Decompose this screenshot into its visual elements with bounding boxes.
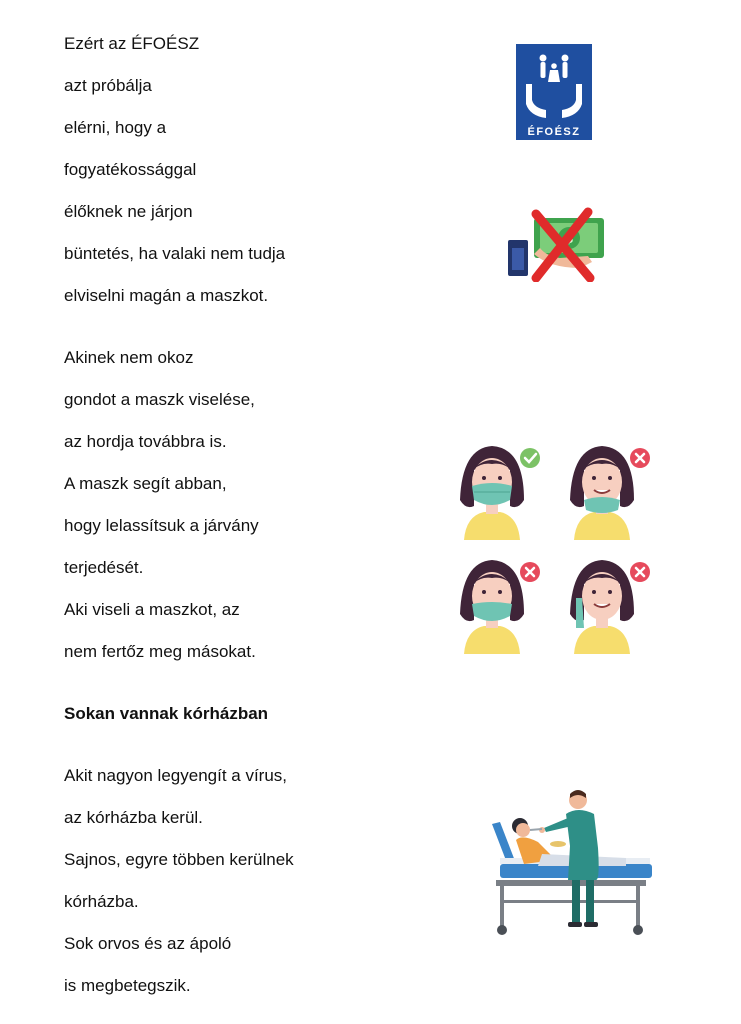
efoesz-logo — [516, 44, 592, 140]
text-line: azt próbálja — [64, 76, 152, 95]
cross-icon — [630, 448, 650, 468]
text-line: Aki viseli a maszkot, az — [64, 600, 240, 619]
text-line: az kórházba kerül. — [64, 808, 203, 827]
text-line: elviselni magán a maszkot. — [64, 286, 269, 305]
text-line: büntetés, ha valaki nem tudja — [64, 244, 286, 263]
mask-faces-illustration — [454, 438, 664, 658]
text-line: Sok orvos és az ápoló — [64, 934, 232, 953]
text-line: élőknek ne járjon — [64, 202, 193, 221]
text-line: A maszk segít abban, — [64, 474, 227, 493]
text-line: Ezért az ÉFOÉSZ — [64, 34, 200, 53]
cross-icon — [520, 562, 540, 582]
text-line: az hordja továbbra is. — [64, 432, 227, 451]
text-line: kórházba. — [64, 892, 139, 911]
text-line: Sajnos, egyre többen kerülnek — [64, 850, 294, 869]
text-line: is megbetegszik. — [64, 976, 191, 995]
face-mask-below-nose — [460, 560, 524, 654]
no-fine-icon — [500, 196, 616, 282]
text-line: Akinek nem okoz — [64, 348, 194, 367]
check-icon — [520, 448, 540, 468]
section-heading: Sokan vannak kórházban — [64, 704, 269, 723]
cross-icon — [630, 562, 650, 582]
efoesz-logo-graphic — [516, 44, 592, 140]
face-mask-correct — [460, 446, 524, 540]
face-mask-on-chin — [570, 446, 634, 540]
text-line: terjedését. — [64, 558, 144, 577]
text-line: hogy lelassítsuk a járvány — [64, 516, 259, 535]
hospital-illustration — [486, 784, 658, 940]
text-line: nem fertőz meg másokat. — [64, 642, 256, 661]
text-line: elérni, hogy a — [64, 118, 167, 137]
fine-crossed-illustration — [500, 196, 616, 282]
mask-wearing-grid — [454, 438, 664, 658]
nurse-patient-illustration — [486, 784, 658, 940]
logo-text: ÉFOÉSZ — [527, 126, 581, 138]
text-line: Akit nagyon legyengít a vírus, — [64, 766, 288, 785]
text-line: fogyatékossággal — [64, 160, 197, 179]
text-line: gondot a maszk viselése, — [64, 390, 255, 409]
face-mask-hanging — [570, 560, 634, 654]
